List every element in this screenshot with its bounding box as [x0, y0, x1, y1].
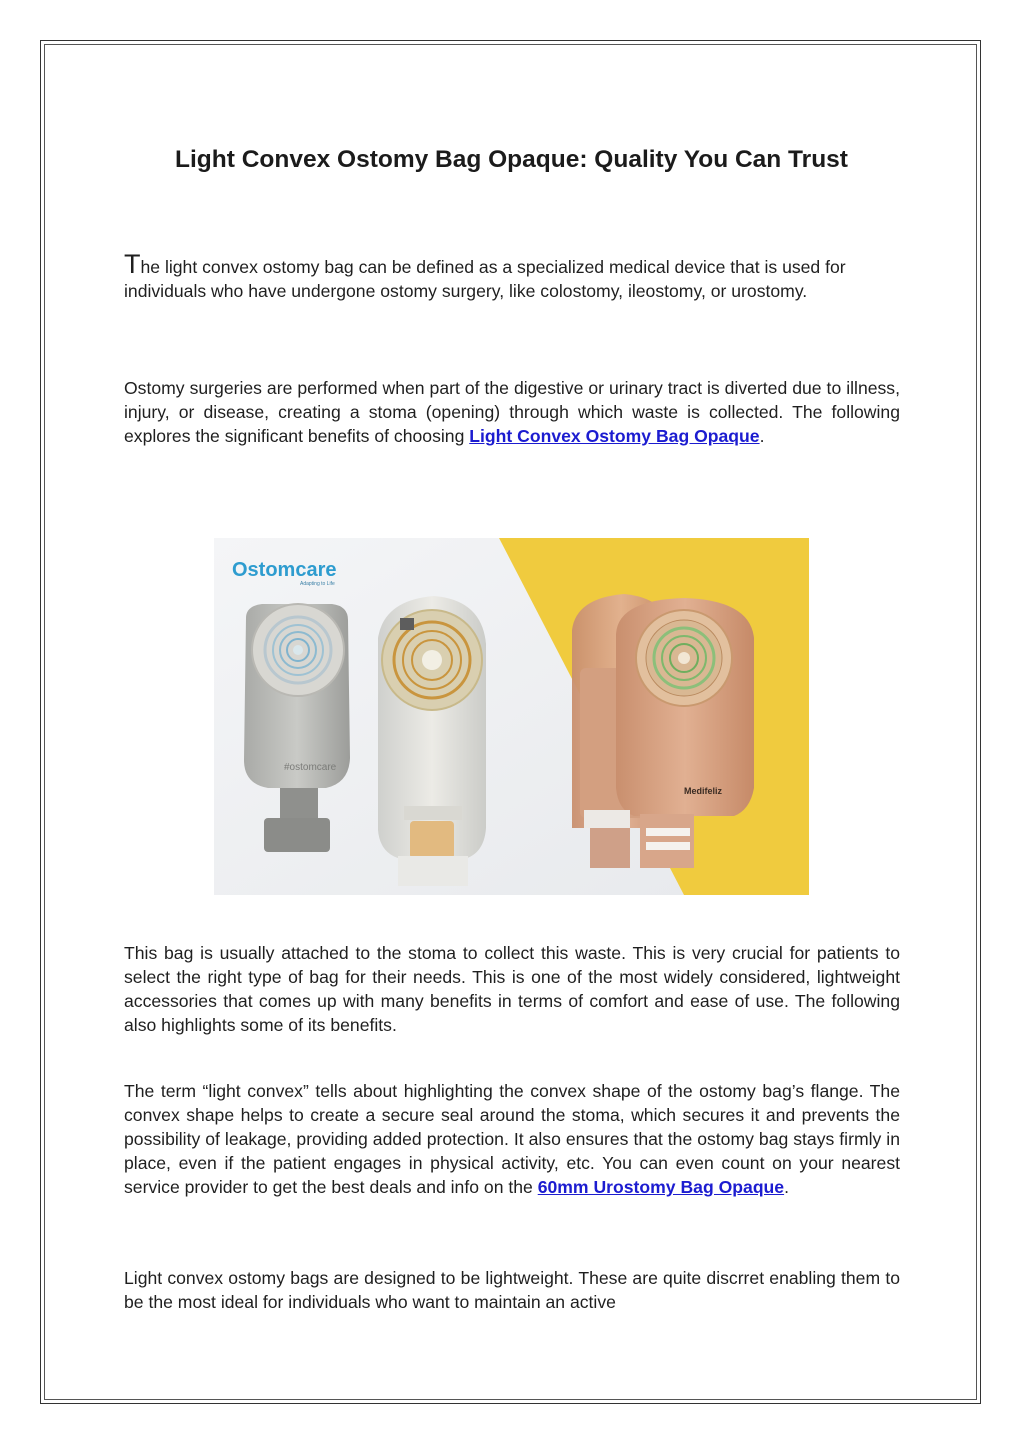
svg-text:Ostomcare: Ostomcare: [232, 559, 337, 581]
paragraph-lightweight: Light convex ostomy bags are designed to be lightweight. These are quite discrret enabling them to be the most ideal for individuals who want to maintain an active: [124, 1268, 900, 1312]
urostomy-bag-link[interactable]: 60mm Urostomy Bag Opaque: [537, 1177, 785, 1197]
svg-text:Adapting to Life: Adapting to Life: [300, 581, 335, 587]
product-image: [214, 538, 809, 895]
drop-cap: T: [124, 249, 141, 279]
paragraph-text: The term “light convex” tells about highlighting the convex shape of the ostomy bag’s flange. The convex shape helps to create a secure seal around the stoma, which secures it and prevents the possibility of leakage, providing added protection. It also ensures that the ostomy bag stays firmly in place, even if the patient engages in physical activity, etc. You can even count on your nearest service provider to get the best deals and info on the: [124, 1081, 900, 1197]
paragraph-text: Ostomy surgeries are performed when part of the digestive or urinary tract is diverted due to illness, injury, or disease, creating a stoma (opening) through which waste is collected. The following explores the significant benefits of choosing: [124, 378, 900, 446]
paragraph-surgeries: [124, 376, 900, 448]
paragraph-end: .: [759, 426, 765, 446]
light-convex-link[interactable]: Light Convex Ostomy Bag Opaque: [469, 426, 760, 446]
paragraph-bag-attached: This bag is usually attached to the stoma to collect this waste. This is very crucial for patients to select the right type of bag for their needs. This is one of the most widely considered, lightweight accessories that comes up with many benefits in terms of comfort and ease of use. The following also highlights some of its benefits.: [124, 943, 900, 1035]
page-title: Light Convex Ostomy Bag Opaque: Quality You Can Trust: [175, 146, 848, 173]
paragraph-light-convex: [124, 1079, 900, 1199]
svg-text:#ostomcare: #ostomcare: [284, 762, 337, 773]
paragraph-end: .: [784, 1177, 789, 1197]
intro-text: he light convex ostomy bag can be defined as a specialized medical device that is used for individuals who have undergone ostomy surgery, like colostomy, ileostomy, or urostomy.: [124, 257, 846, 301]
svg-text:Medifeliz: Medifeliz: [684, 786, 723, 796]
clear-ostomy-bag: [378, 596, 486, 886]
intro-paragraph: [124, 249, 900, 303]
